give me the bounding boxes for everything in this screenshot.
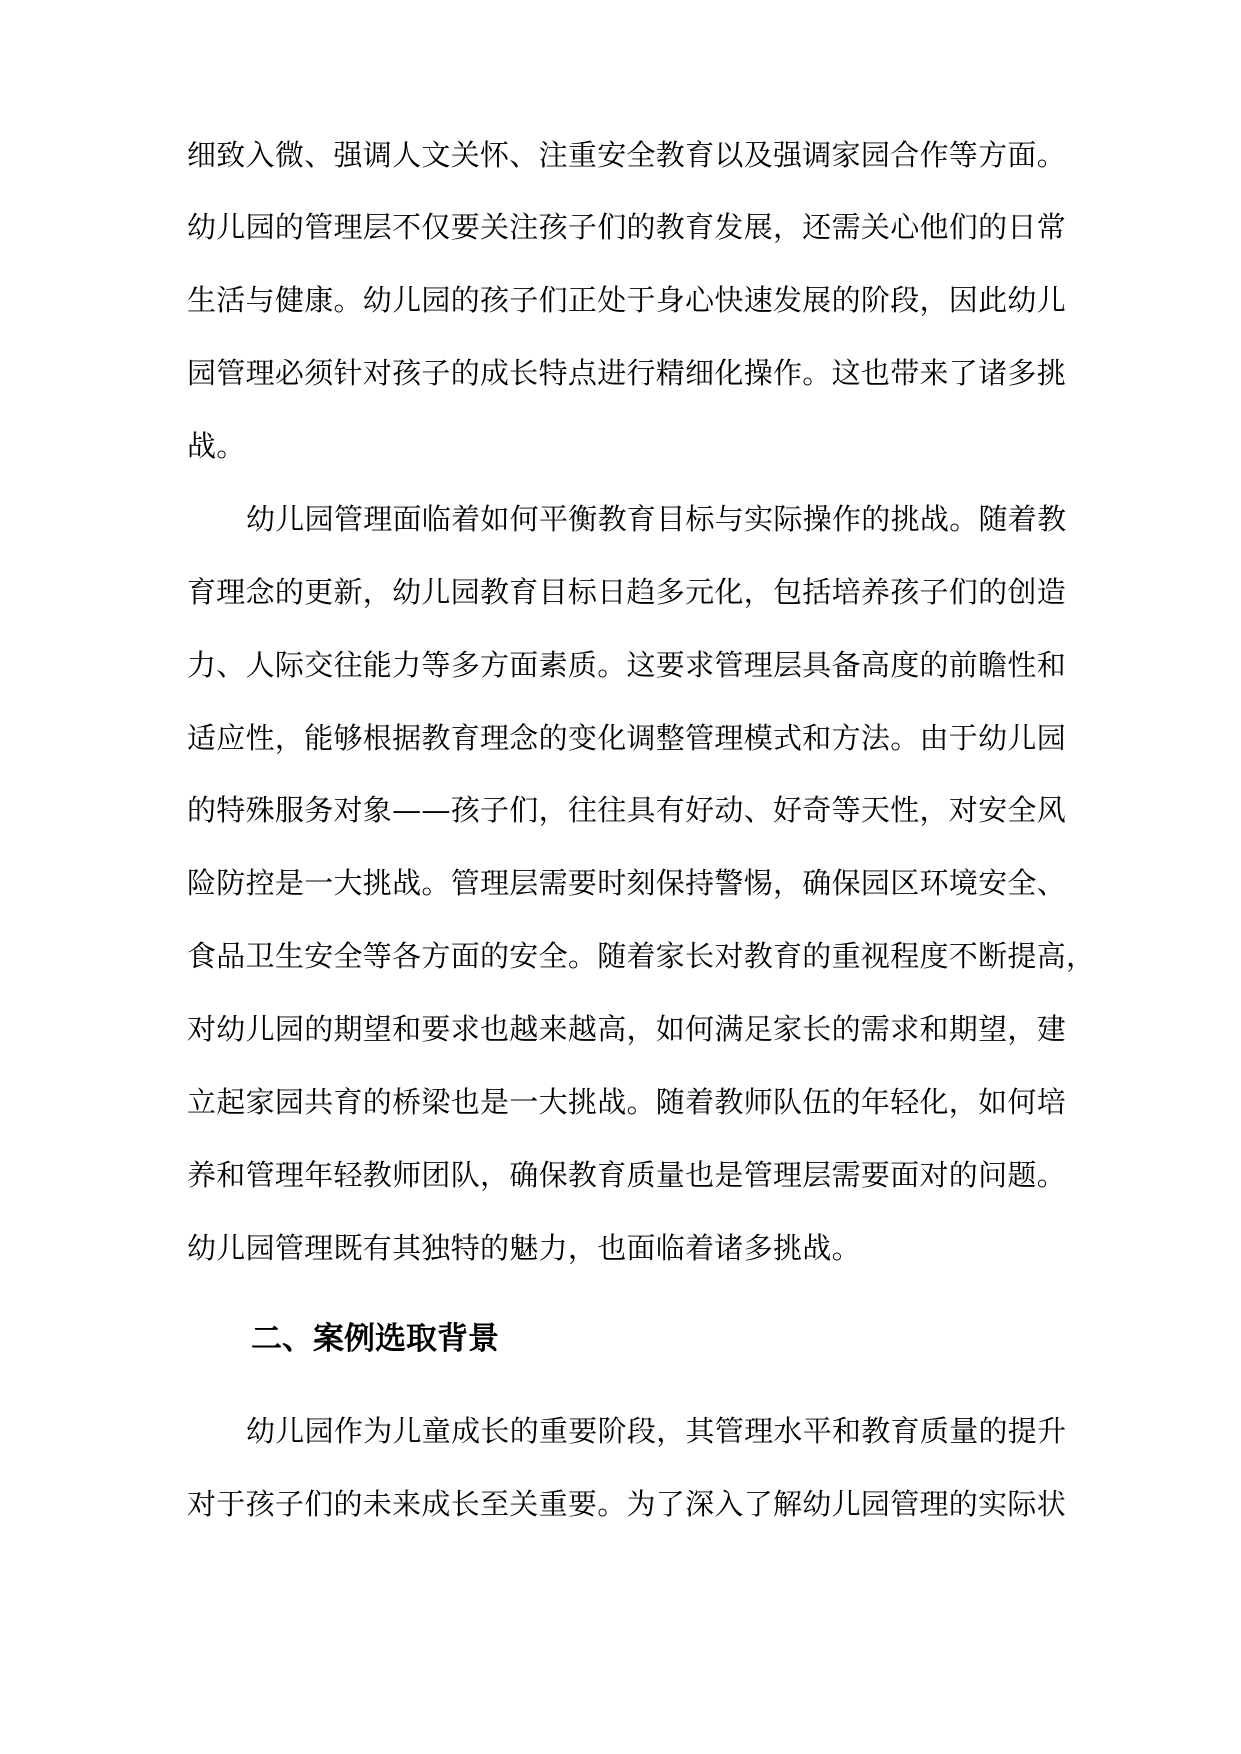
text-line: 的特殊服务对象——孩子们，往往具有好动、好奇等天性，对安全风	[187, 793, 1067, 827]
text-line: 生活与健康。幼儿园的孩子们正处于身心快速发展的阶段，因此幼儿	[187, 283, 1067, 317]
text-line: 育理念的更新，幼儿园教育目标日趋多元化，包括培养孩子们的创造	[187, 575, 1067, 609]
text-line: 适应性，能够根据教育理念的变化调整管理模式和方法。由于幼儿园	[187, 721, 1067, 755]
text-line: 幼儿园管理既有其独特的魅力，也面临着诸多挑战。	[187, 1231, 861, 1265]
text-line: 园管理必须针对孩子的成长特点进行精细化操作。这也带来了诸多挑	[187, 356, 1067, 390]
text-line: 立起家园共育的桥梁也是一大挑战。随着教师队伍的年轻化，如何培	[187, 1085, 1067, 1119]
text-line: 幼儿园管理面临着如何平衡教育目标与实际操作的挑战。随着教	[246, 502, 1067, 536]
text-line: 幼儿园的管理层不仅要关注孩子们的教育发展，还需关心他们的日常	[187, 210, 1067, 244]
text-line: 对幼儿园的期望和要求也越来越高，如何满足家长的需求和期望，建	[187, 1012, 1067, 1046]
section-heading: 二、案例选取背景	[251, 1321, 499, 1357]
text-line: 细致入微、强调人文关怀、注重安全教育以及强调家园合作等方面。	[187, 138, 1067, 172]
text-line: 险防控是一大挑战。管理层需要时刻保持警惕，确保园区环境安全、	[187, 866, 1067, 900]
text-line: 对于孩子们的未来成长至关重要。为了深入了解幼儿园管理的实际状	[187, 1487, 1067, 1521]
text-line: 养和管理年轻教师团队，确保教育质量也是管理层需要面对的问题。	[187, 1158, 1067, 1192]
text-line: 食品卫生安全等各方面的安全。随着家长对教育的重视程度不断提高，	[187, 939, 1096, 973]
text-line: 战。	[187, 429, 246, 463]
text-line: 幼儿园作为儿童成长的重要阶段，其管理水平和教育质量的提升	[246, 1414, 1067, 1448]
text-line: 力、人际交往能力等多方面素质。这要求管理层具备高度的前瞻性和	[187, 648, 1067, 682]
